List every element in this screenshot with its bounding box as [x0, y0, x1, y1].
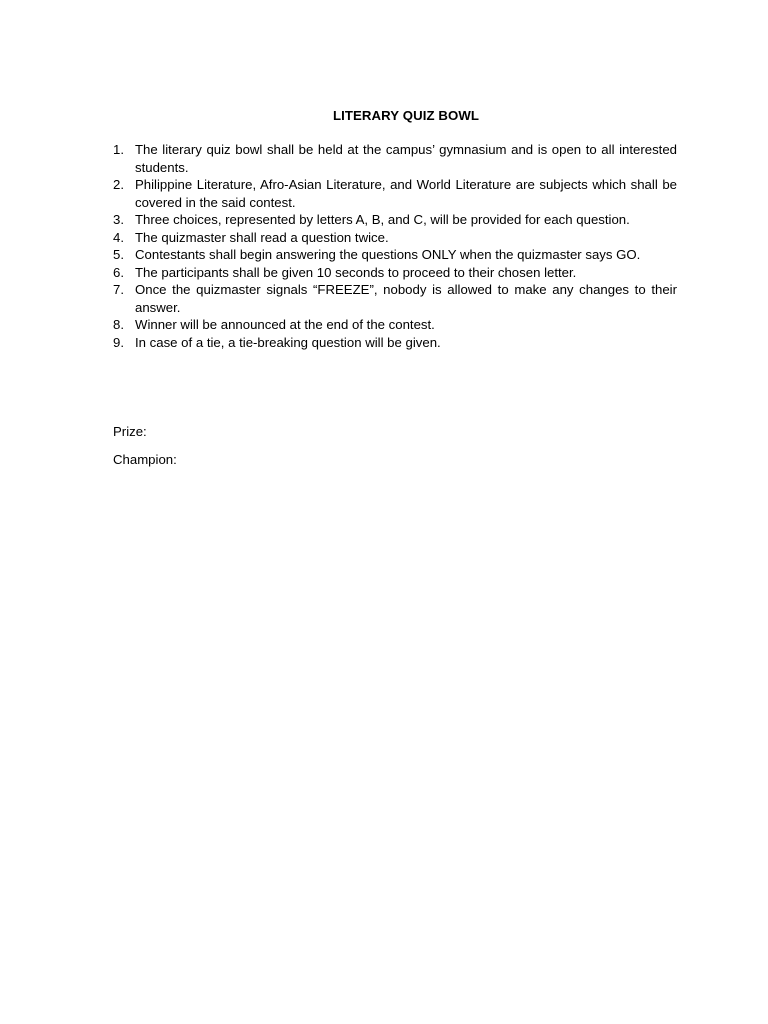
rule-number: 5. [113, 247, 124, 262]
rule-item [113, 334, 677, 352]
rule-number: 3. [113, 212, 124, 227]
rule-text: Winner will be announced at the end of the contest. [135, 317, 435, 332]
rule-text: The literary quiz bowl shall be held at the campus’ gymnasium and is open to all interested students. [135, 142, 677, 175]
rule-number: 8. [113, 317, 124, 332]
rule-item [113, 229, 677, 247]
rule-item [113, 246, 677, 264]
rule-item [113, 281, 677, 316]
rule-item [113, 211, 677, 229]
champion-label: Champion: [113, 452, 177, 467]
rule-item [113, 316, 677, 334]
rule-number: 7. [113, 282, 124, 297]
rule-text: The quizmaster shall read a question twice. [135, 229, 389, 245]
rule-item [113, 264, 677, 282]
rule-text: The participants shall be given 10 seconds to proceed to their chosen letter. [135, 264, 577, 280]
rule-number: 4. [113, 229, 124, 245]
document-title: LITERARY QUIZ BOWL [332, 108, 480, 123]
rule-number: 9. [113, 334, 124, 350]
rule-text: Philippine Literature, Afro-Asian Literature, and World Literature are subjects which shall be covered in the said contest. [135, 177, 677, 210]
rule-text: Contestants shall begin answering the questions ONLY when the quizmaster says GO. [135, 247, 641, 262]
rules-list [113, 141, 677, 351]
rule-number: 6. [113, 264, 124, 280]
rule-number: 1. [113, 142, 124, 157]
rule-number: 2. [113, 177, 124, 192]
rule-text: In case of a tie, a tie-breaking question will be given. [135, 334, 441, 350]
rule-item [113, 141, 677, 176]
rule-text: Once the quizmaster signals “FREEZE”, nobody is allowed to make any changes to their answer. [135, 282, 677, 315]
prize-label: Prize: [113, 424, 147, 439]
rule-text: Three choices, represented by letters A, B, and C, will be provided for each question. [135, 212, 630, 227]
rule-item [113, 176, 677, 211]
